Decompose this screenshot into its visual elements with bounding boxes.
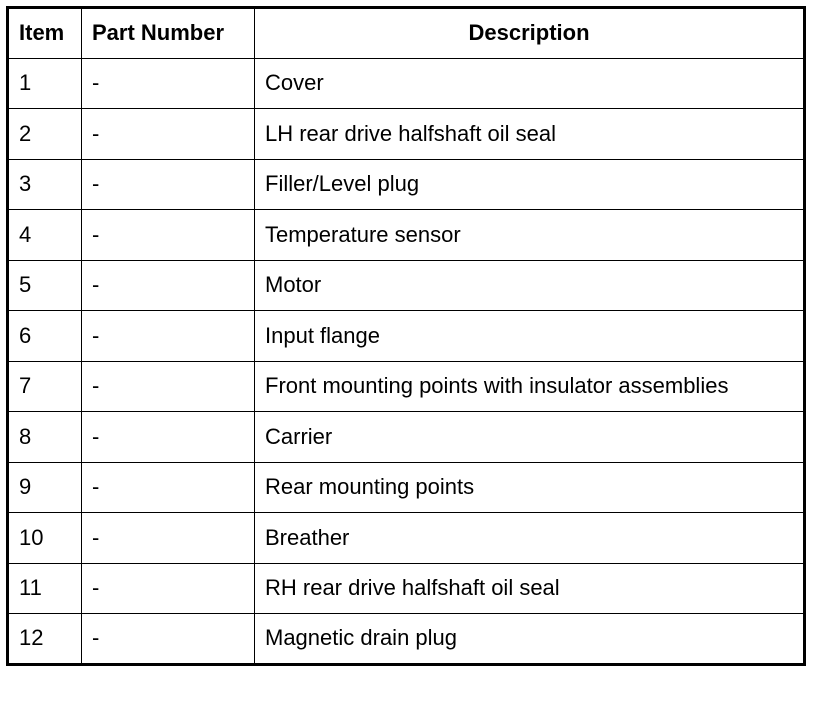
cell-item: 11 bbox=[8, 563, 82, 614]
cell-description: Temperature sensor bbox=[255, 210, 805, 261]
cell-part-number: - bbox=[82, 260, 255, 311]
table-row bbox=[8, 58, 805, 109]
header-part-number: Part Number bbox=[82, 8, 255, 59]
table-row bbox=[8, 412, 805, 463]
table-row bbox=[8, 361, 805, 412]
cell-item: 10 bbox=[8, 513, 82, 564]
table-row bbox=[8, 210, 805, 261]
cell-item: 7 bbox=[8, 361, 82, 412]
cell-item: 1 bbox=[8, 58, 82, 109]
table-row bbox=[8, 513, 805, 564]
cell-description: Carrier bbox=[255, 412, 805, 463]
cell-part-number: - bbox=[82, 311, 255, 362]
cell-part-number: - bbox=[82, 462, 255, 513]
cell-part-number: - bbox=[82, 210, 255, 261]
cell-part-number: - bbox=[82, 563, 255, 614]
cell-part-number: - bbox=[82, 159, 255, 210]
table-header-row bbox=[8, 8, 805, 59]
table-row bbox=[8, 462, 805, 513]
table-row bbox=[8, 159, 805, 210]
cell-description: Front mounting points with insulator assemblies bbox=[255, 361, 805, 412]
cell-part-number: - bbox=[82, 614, 255, 665]
cell-description: Magnetic drain plug bbox=[255, 614, 805, 665]
cell-description: Breather bbox=[255, 513, 805, 564]
cell-description: LH rear drive halfshaft oil seal bbox=[255, 109, 805, 160]
cell-item: 3 bbox=[8, 159, 82, 210]
cell-description: RH rear drive halfshaft oil seal bbox=[255, 563, 805, 614]
cell-description: Cover bbox=[255, 58, 805, 109]
cell-item: 9 bbox=[8, 462, 82, 513]
cell-description: Motor bbox=[255, 260, 805, 311]
cell-item: 12 bbox=[8, 614, 82, 665]
table-row bbox=[8, 260, 805, 311]
cell-item: 5 bbox=[8, 260, 82, 311]
cell-part-number: - bbox=[82, 361, 255, 412]
cell-item: 2 bbox=[8, 109, 82, 160]
table-row bbox=[8, 311, 805, 362]
cell-description: Rear mounting points bbox=[255, 462, 805, 513]
cell-part-number: - bbox=[82, 412, 255, 463]
table-row bbox=[8, 109, 805, 160]
header-item: Item bbox=[8, 8, 82, 59]
table-row bbox=[8, 563, 805, 614]
cell-description: Filler/Level plug bbox=[255, 159, 805, 210]
table-row bbox=[8, 614, 805, 665]
header-description: Description bbox=[255, 8, 805, 59]
cell-part-number: - bbox=[82, 513, 255, 564]
parts-table bbox=[6, 6, 806, 666]
cell-part-number: - bbox=[82, 109, 255, 160]
cell-item: 6 bbox=[8, 311, 82, 362]
cell-item: 4 bbox=[8, 210, 82, 261]
cell-item: 8 bbox=[8, 412, 82, 463]
cell-description: Input flange bbox=[255, 311, 805, 362]
cell-part-number: - bbox=[82, 58, 255, 109]
